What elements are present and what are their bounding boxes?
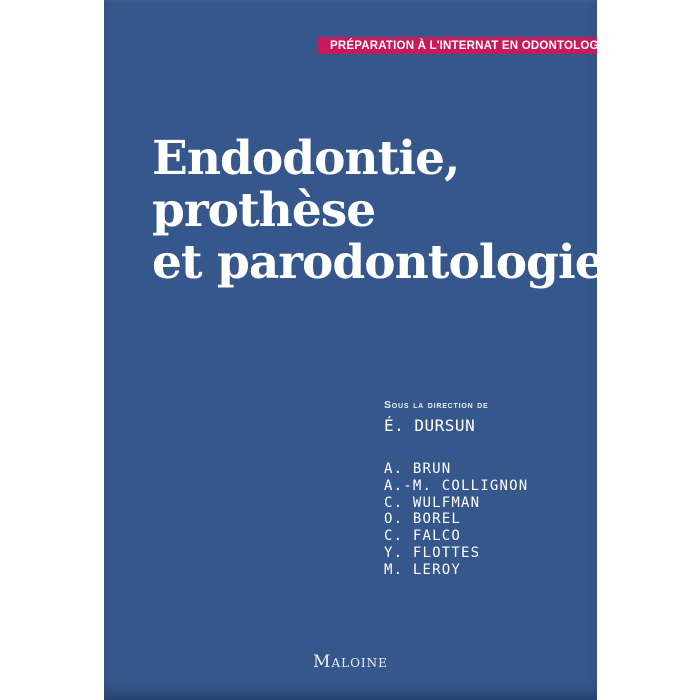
- book-title: [152, 133, 604, 289]
- series-banner: [318, 37, 610, 54]
- author-name: M. LEROY: [384, 561, 462, 578]
- series-banner-label: PRÉPARATION À L'INTERNAT EN ODONTOLOGIE: [330, 39, 610, 52]
- author-name: Y. FLOTTES: [384, 544, 481, 561]
- title-line-1: Endodontie,: [152, 131, 460, 186]
- author-name: A.-M. COLLIGNON: [384, 477, 529, 494]
- title-line-2: prothèse: [152, 183, 376, 238]
- book-cover: [104, 0, 610, 700]
- author-name: C. FALCO: [384, 528, 462, 545]
- author-name: C. WULFMAN: [384, 494, 481, 511]
- author-name: A. BRUN: [384, 461, 452, 477]
- title-line-3: et parodontologie: [152, 235, 604, 290]
- director-name: É. DURSUN: [384, 416, 476, 435]
- direction-label: Sous la direction de: [384, 399, 489, 411]
- direction-block: [384, 399, 488, 435]
- publisher-logo: Maloine: [313, 652, 388, 672]
- authors-list: [384, 461, 528, 579]
- author-name: O. BOREL: [384, 511, 462, 528]
